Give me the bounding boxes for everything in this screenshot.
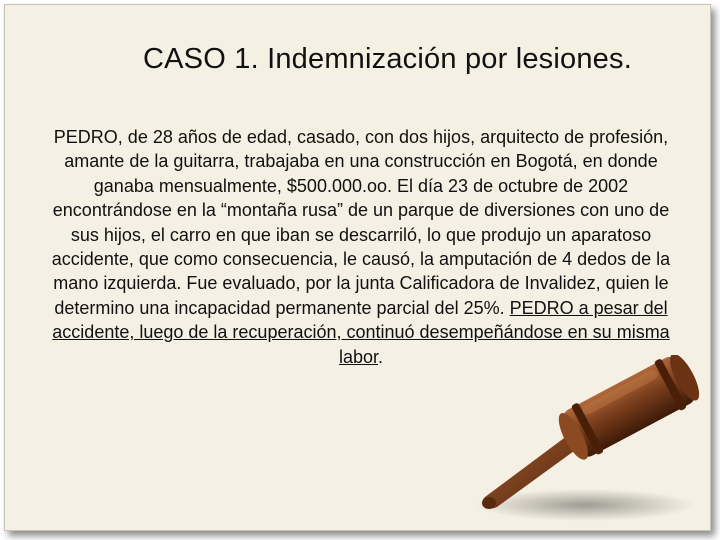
case-text-main: PEDRO, de 28 años de edad, casado, con dos hijos, arquitecto de profesión, amante de la guitarra, trabajaba en una construcción en Bogotá, en donde ganaba mensualmente, $500.000.oo. El día 23 de octubre de 2002 encontrándose en la “montaña rusa” de un parque de diversiones con uno de sus hijos, el carro en que iban se descarriló, lo que produjo un aparatoso accidente, que como consecuencia, le causó, la amputación de 4 dedos de la mano izquierda. Fue evaluado, por la junta Calificadora de Invalidez, quien le determino una incapacidad permanente parcial del 25%. bbox=[51, 127, 671, 318]
case-text-end: . bbox=[378, 346, 384, 367]
slide-title: CASO 1. Indemnización por lesiones. bbox=[143, 43, 632, 75]
case-text-underlined: PEDRO a pesar del accidente, luego de la recuperación, continuó desempeñándose en su misma labor bbox=[52, 297, 670, 367]
case-description bbox=[41, 125, 681, 369]
slide bbox=[4, 4, 711, 531]
gavel-image bbox=[475, 355, 710, 530]
